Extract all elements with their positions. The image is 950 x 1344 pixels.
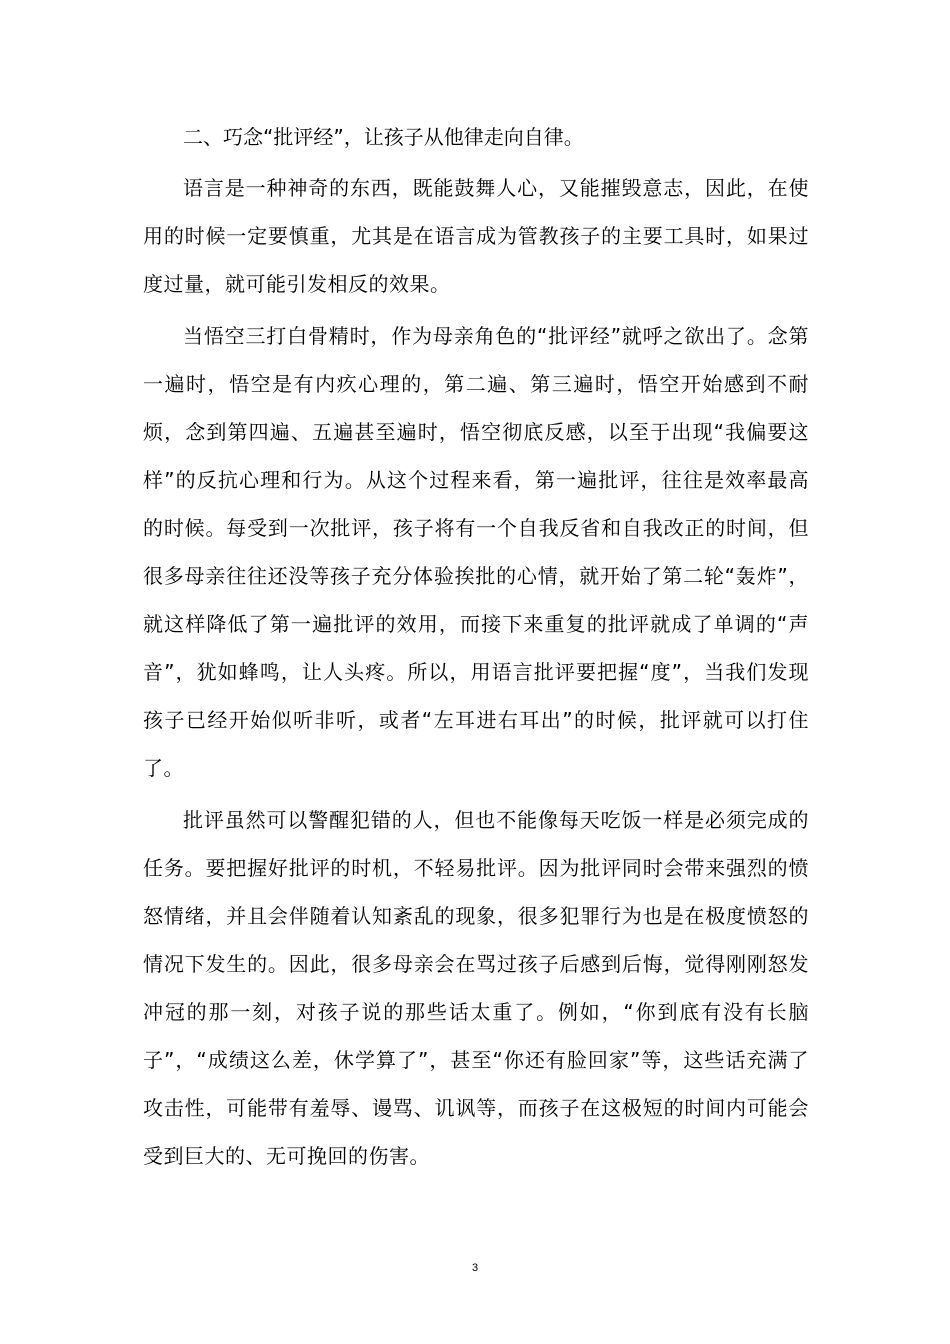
paragraph-2: 当悟空三打白骨精时，作为母亲角色的“批评经”就呼之欲出了。念第一遍时，悟空是有内疚心理的，第二遍、第三遍时，悟空开始感到不耐烦，念到第四遍、五遍甚至遍时，悟空彻底反感，以至于出现“我偏要这样”的反抗心理和行为。从这个过程来看，第一遍批评，往往是效率最高的时候。每受到一次批评，孩子将有一个自我反省和自我改正的时间，但很多母亲往往还没等孩子充分体验挨批的心情，就开始了第二轮“轰炸”，就这样降低了第一遍批评的效用，而接下来重复的批评就成了单调的“声音”，犹如蜂鸣，让人头疼。所以，用语言批评要把握“度”，当我们发现孩子已经开始似听非听，或者“左耳进右耳出”的时候，批评就可以打住了。	[143, 324, 809, 780]
section-heading: 二、巧念“批评经”，让孩子从他律走向自律。	[183, 125, 584, 149]
page-number: 3	[471, 1262, 479, 1274]
paragraph-3: 批评虽然可以警醒犯错的人，但也不能像每天吃饭一样是必须完成的任务。要把握好批评的时机，不轻易批评。因为批评同时会带来强烈的愤怒情绪，并且会伴随着认知紊乱的现象，很多犯罪行为也是在极度愤怒的情况下发生的。因此，很多母亲会在骂过孩子后感到后悔，觉得刚刚怒发冲冠的那一刻，对孩子说的那些话太重了。例如，“你到底有没有长脑子”，“成绩这么差，休学算了”，甚至“你还有脸回家”等，这些话充满了攻击性，可能带有羞辱、谩骂、讥讽等，而孩子在这极短的时间内可能会受到巨大的、无可挽回的伤害。	[143, 808, 809, 1168]
paragraph-1: 语言是一种神奇的东西，既能鼓舞人心，又能摧毁意志，因此，在使用的时候一定要慎重，尤其是在语言成为管教孩子的主要工具时，如果过度过量，就可能引发相反的效果。	[143, 176, 809, 296]
document-body	[143, 113, 809, 1180]
